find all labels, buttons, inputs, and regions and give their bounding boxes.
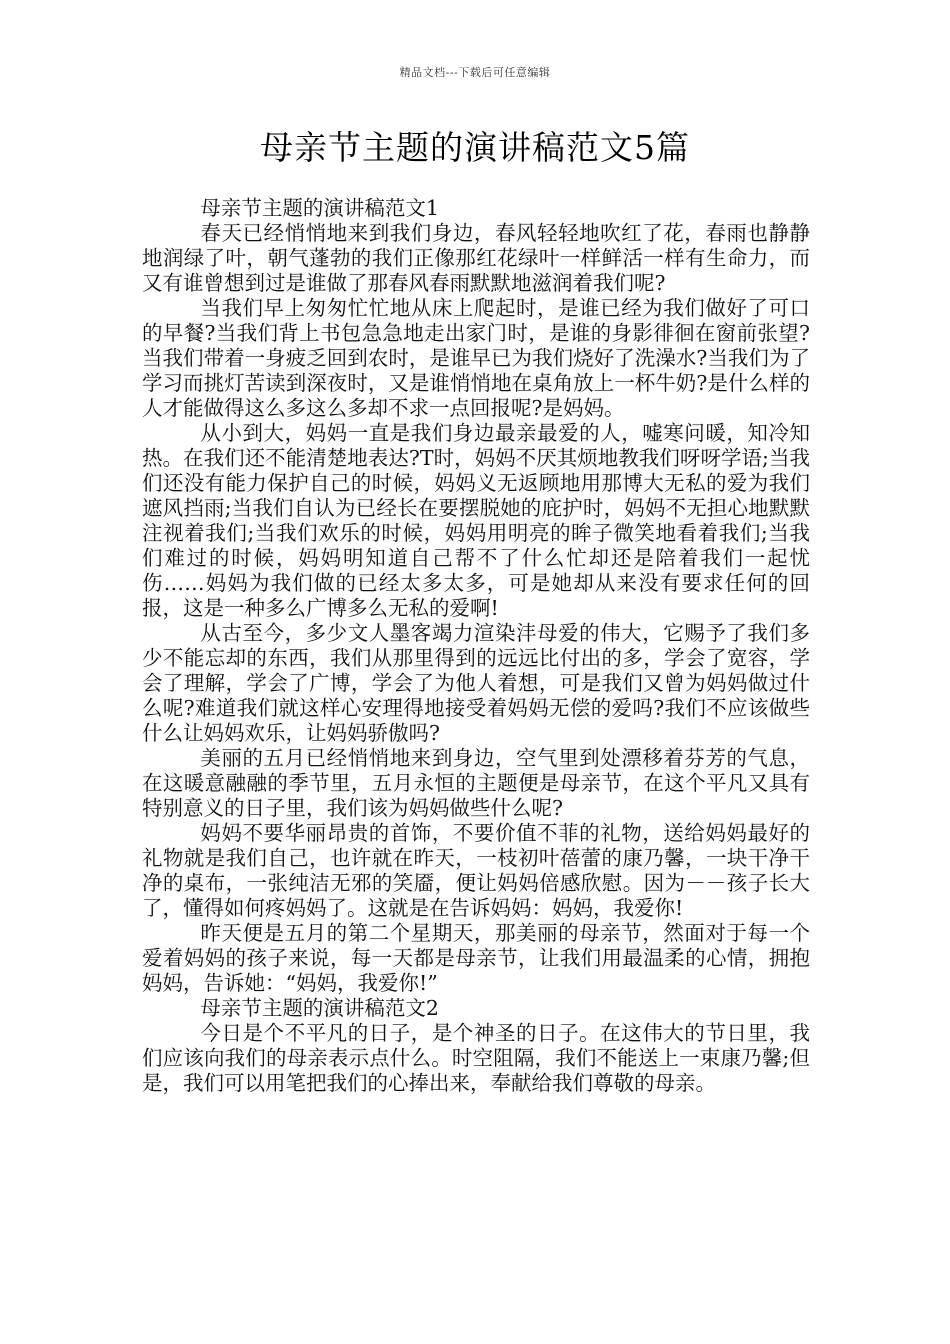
body-paragraph: 昨天便是五月的第二个星期天，那美丽的母亲节，然面对于每一个爱着妈妈的孩子来说，每一天都是母亲节，让我们用最温柔的心情，拥抱妈妈，告诉她：“妈妈，我爱你!” xyxy=(142,921,810,995)
body-paragraph: 妈妈不要华丽昂贵的首饰，不要价值不菲的礼物，送给妈妈最好的礼物就是我们自己，也许就在昨天，一枝初叶蓓蕾的康乃馨，一块干净干净的桌布，一张纯洁无邪的笑靥，便让妈妈倍感欣慰。因为－－孩子长大了，懂得如何疼妈妈了。这就是在告诉妈妈：妈妈，我爱你! xyxy=(142,821,810,920)
section-heading-1: 母亲节主题的演讲稿范文1 xyxy=(200,196,439,220)
header-note: 精品文档---下载后可任意编辑 xyxy=(399,66,551,79)
body-paragraph: 当我们早上匆匆忙忙地从床上爬起时，是谁已经为我们做好了可口的早餐?当我们背上书包急急地走出家门时，是谁的身影徘徊在窗前张望?当我们带着一身疲乏回到农时，是谁早已为我们烧好了洗澡水?当我们为了学习而挑灯苦读到深夜时，又是谁悄悄地在桌角放上一杯牛奶?是什么样的人才能做得这么多这么多却不求一点回报呢?是妈妈。 xyxy=(142,296,810,420)
document-title: 母亲节主题的演讲稿范文5篇 xyxy=(260,128,690,167)
body-paragraph: 从古至今，多少文人墨客竭力渲染沣母爱的伟大，它赐予了我们多少不能忘却的东西，我们从那里得到的远远比付出的多，学会了宽容，学会了理解，学会了广博，学会了为他人着想，可是我们又曾为妈妈做过什么呢?难道我们就这样心安理得地接受着妈妈无偿的爱吗?我们不应该做些什么让妈妈欢乐，让妈妈骄傲吗? xyxy=(142,621,810,745)
body-paragraph: 春天已经悄悄地来到我们身边，春风轻轻地吹红了花，春雨也静静地润绿了叶，朝气蓬勃的我们正像那红花绿叶一样鲜活一样有生命力，而又有谁曾想到过是谁做了那春风春雨默默地滋润着我们呢? xyxy=(142,221,810,295)
body-paragraph: 从小到大，妈妈一直是我们身边最亲最爱的人，嘘寒问暖，知冷知热。在我们还不能清楚地表达?T时，妈妈不厌其烦地教我们呀呀学语;当我们还没有能力保护自己的时候，妈妈义无返顾地用那博大无私的爱为我们遮风挡雨;当我们自认为已经长在要摆脱她的庇护时，妈妈不无担心地默默注视着我们;当我们欢乐的时候，妈妈用明亮的眸子微笑地看着我们;当我们难过的时候，妈妈明知道自己帮不了什么忙却还是陪着我们一起忧伤……妈妈为我们做的已经太多太多，可是她却从来没有要求任何的回报，这是一种多么广博多么无私的爱啊! xyxy=(142,421,810,620)
section-heading-2: 母亲节主题的演讲稿范文2 xyxy=(200,996,439,1020)
body-paragraph: 今日是个不平凡的日子，是个神圣的日子。在这伟大的节日里，我们应该向我们的母亲表示点什么。时空阻隔，我们不能送上一束康乃馨;但是，我们可以用笔把我们的心捧出来，奉献给我们尊敬的母亲。 xyxy=(142,1021,810,1095)
body-paragraph: 美丽的五月已经悄悄地来到身边，空气里到处漂移着芬芳的气息，在这暖意融融的季节里，五月永恒的主题便是母亲节，在这个平凡又具有特别意义的日子里，我们该为妈妈做些什么呢? xyxy=(142,746,810,820)
document-body xyxy=(142,196,810,1096)
